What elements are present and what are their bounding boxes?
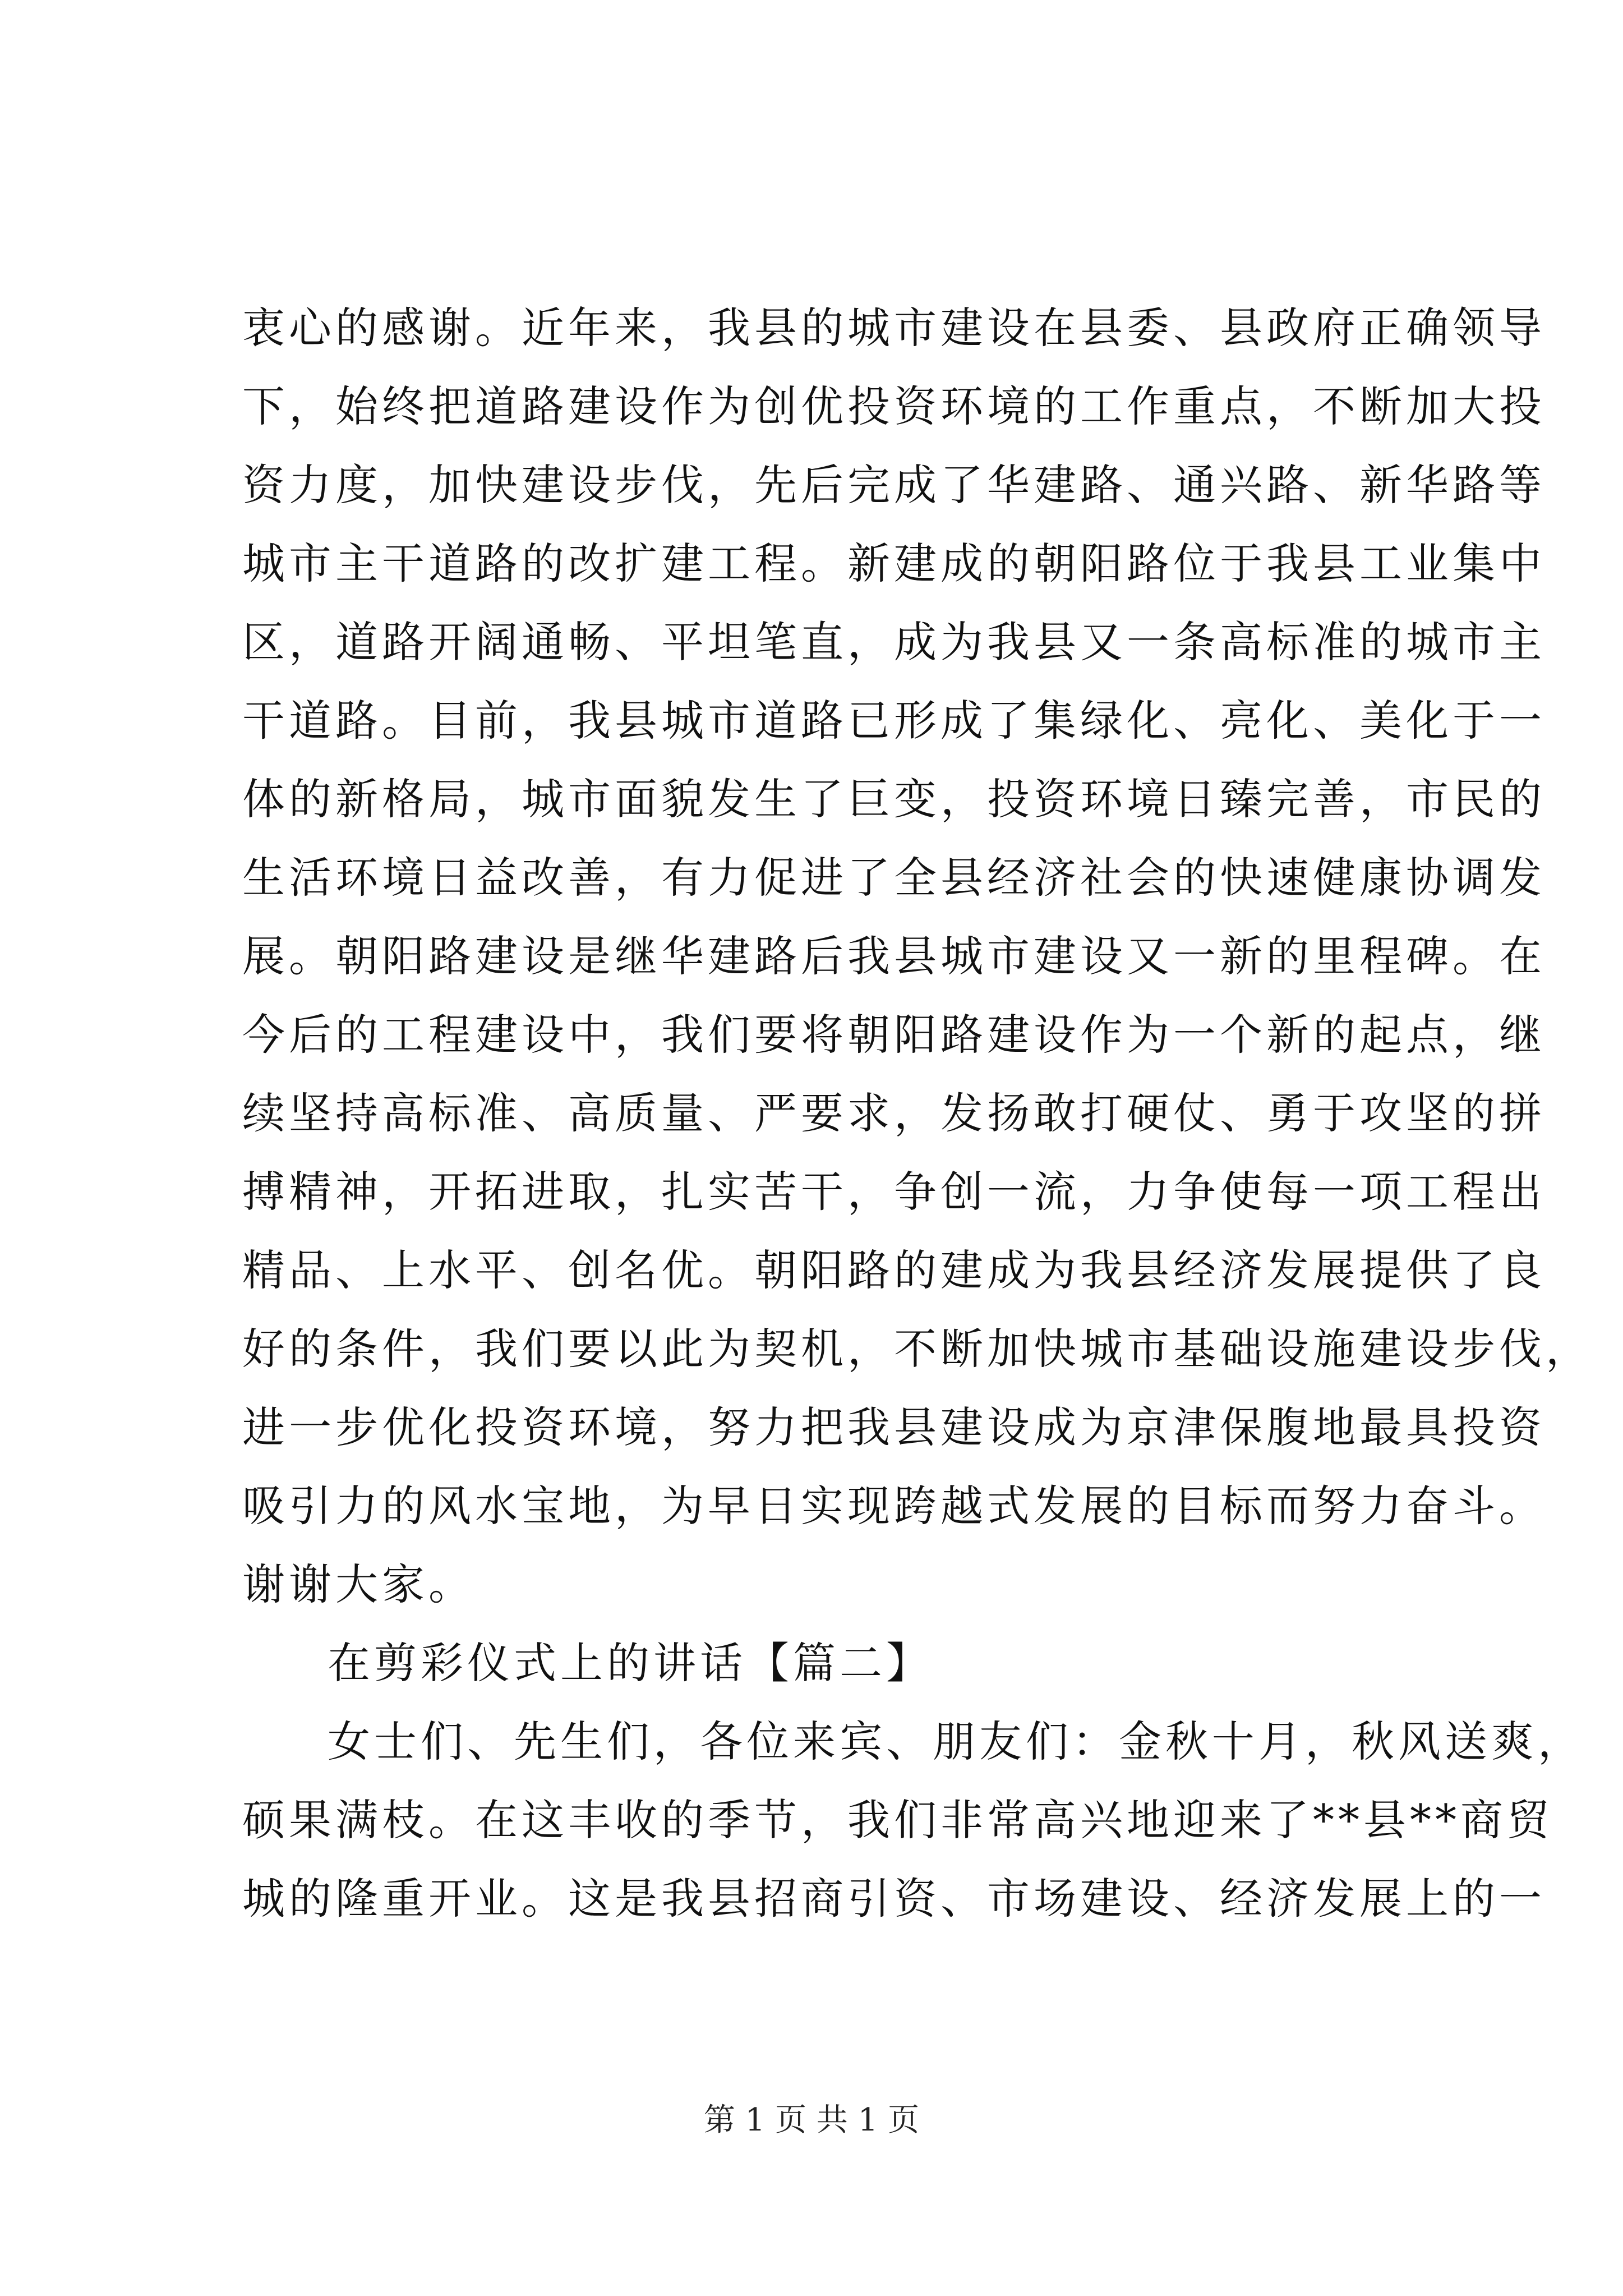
text-line: 城市主干道路的改扩建工程。新建成的朝阳路位于我县工业集中 xyxy=(242,539,1546,588)
text-line: 展。朝阳路建设是继华建路后我县城市建设又一新的里程碑。在 xyxy=(242,931,1546,981)
text-line: 好的条件，我们要以此为契机，不断加快城市基础设施建设步伐， xyxy=(242,1324,1592,1374)
text-line: 干道路。目前，我县城市道路已形成了集绿化、亮化、美化于一 xyxy=(242,696,1546,746)
page-footer: 第 1 页 共 1 页 xyxy=(703,2102,920,2138)
text-line: 硕果满枝。在这丰收的季节，我们非常高兴地迎来了**县**商贸 xyxy=(242,1795,1553,1845)
text-line: 生活环境日益改善，有力促进了全县经济社会的快速健康协调发 xyxy=(242,853,1546,903)
text-line: 吸引力的风水宝地，为早日实现跨越式发展的目标而努力奋斗。 xyxy=(242,1481,1546,1531)
text-line: 进一步优化投资环境，努力把我县建设成为京津保腹地最具投资 xyxy=(242,1402,1546,1452)
text-line: 女士们、先生们，各位来宾、朋友们：金秋十月，秋风送爽， xyxy=(328,1717,1584,1766)
text-line: 区，道路开阔通畅、平坦笔直，成为我县又一条高标准的城市主 xyxy=(242,617,1546,667)
text-line: 谢谢大家。 xyxy=(242,1559,475,1609)
text-line: 搏精神，开拓进取，扎实苦干，争创一流，力争使每一项工程出 xyxy=(242,1167,1546,1217)
text-line: 今后的工程建设中，我们要将朝阳路建设作为一个新的起点，继 xyxy=(242,1010,1546,1060)
text-line: 资力度，加快建设步伐，先后完成了华建路、通兴路、新华路等 xyxy=(242,460,1546,510)
text-line: 衷心的感谢。近年来，我县的城市建设在县委、县政府正确领导 xyxy=(242,303,1546,353)
text-line: 体的新格局，城市面貌发生了巨变，投资环境日臻完善，市民的 xyxy=(242,774,1546,824)
text-line: 城的隆重开业。这是我县招商引资、市场建设、经济发展上的一 xyxy=(242,1874,1546,1924)
body-text xyxy=(242,289,1592,1938)
text-line: 精品、上水平、创名优。朝阳路的建成为我县经济发展提供了良 xyxy=(242,1245,1546,1295)
text-line: 下，始终把道路建设作为创优投资环境的工作重点，不断加大投 xyxy=(242,381,1546,431)
text-line: 续坚持高标准、高质量、严要求，发扬敢打硬仗、勇于攻坚的拼 xyxy=(242,1088,1546,1138)
section-heading: 在剪彩仪式上的讲话【篇二】 xyxy=(328,1638,933,1688)
